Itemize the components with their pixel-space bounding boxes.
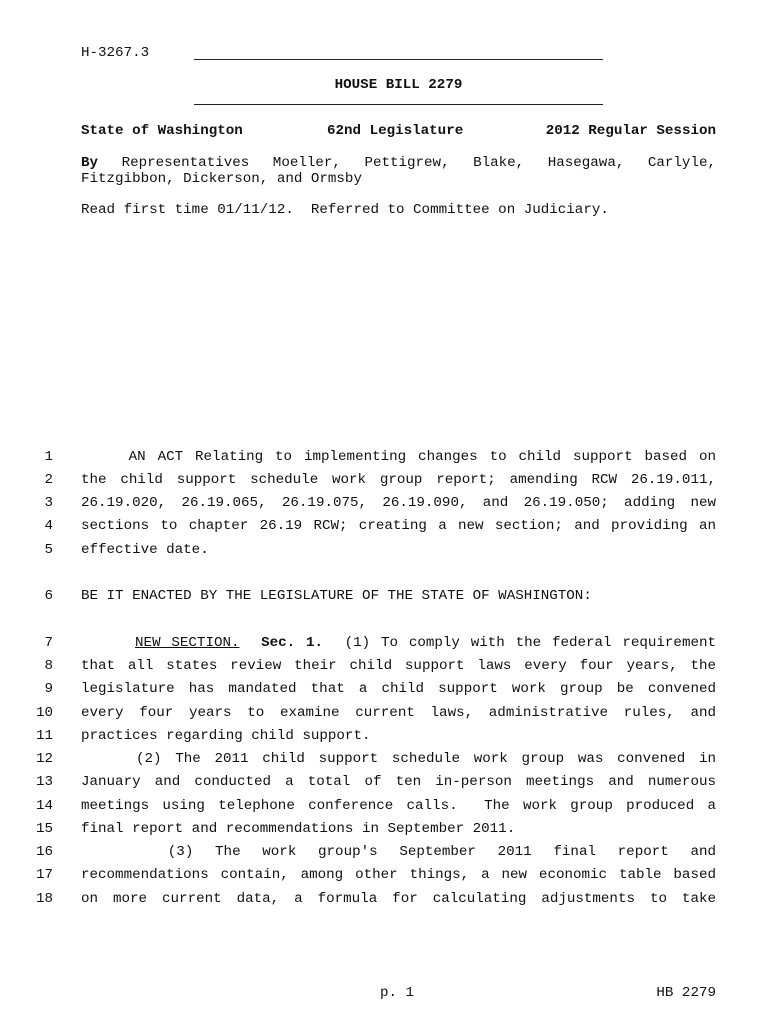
line-number: 9 — [44, 681, 53, 697]
legislature-label: 62nd Legislature — [327, 123, 464, 139]
document-code: H-3267.3 — [81, 45, 150, 61]
bill-text-line: practices regarding child support. — [81, 728, 371, 744]
line-number: 4 — [44, 518, 53, 534]
bill-text-line: January and conducted a total of ten in-person meetings and numerous — [81, 774, 716, 790]
section-text: (1) To comply with the federal requirement — [344, 635, 716, 651]
section-number: Sec. 1. — [261, 635, 324, 651]
session-label: 2012 Regular Session — [545, 123, 716, 139]
indent — [81, 635, 135, 651]
bill-text-line: the child support schedule work group report; amending RCW 26.19.011, — [81, 472, 716, 488]
line-number: 11 — [35, 728, 53, 744]
bill-text-line: effective date. — [81, 542, 209, 558]
line-number: 10 — [35, 705, 53, 721]
bill-text-line: AN ACT Relating to implementing changes to child support based on — [81, 449, 716, 465]
bill-text-line: on more current data, a formula for calculating adjustments to take — [81, 891, 716, 907]
bill-text-line: that all states review their child support laws every four years, the — [81, 658, 716, 674]
bill-text-line: every four years to examine current laws, administrative rules, and — [81, 705, 716, 721]
bill-text-line: (3) The work group's September 2011 final report and — [81, 844, 716, 860]
bill-title: HOUSE BILL 2279 — [334, 77, 463, 93]
line-number: 1 — [44, 449, 53, 465]
line-number: 7 — [44, 635, 53, 651]
line-number: 2 — [44, 472, 53, 488]
page-number: p. 1 — [380, 985, 415, 1001]
line-number: 13 — [35, 774, 53, 790]
sponsors-line-1 — [81, 155, 716, 171]
bill-text-line — [81, 635, 716, 651]
bill-text-line: legislature has mandated that a child support work group be convened — [81, 681, 716, 697]
sponsors-text: Representatives Moeller, Pettigrew, Blake, Hasegawa, Carlyle, — [121, 155, 716, 171]
line-number: 8 — [44, 658, 53, 674]
state-label: State of Washington — [81, 123, 243, 139]
bill-text-line: sections to chapter 26.19 RCW; creating a new section; and providing an — [81, 518, 716, 534]
line-number: 12 — [35, 751, 53, 767]
line-number: 16 — [35, 844, 53, 860]
line-number: 6 — [44, 588, 53, 604]
header-rule-top — [194, 59, 603, 60]
line-number: 15 — [35, 821, 53, 837]
read-first-note: Read first time 01/11/12. Referred to Committee on Judiciary. — [81, 202, 609, 218]
line-number: 18 — [35, 891, 53, 907]
footer-bill-number: HB 2279 — [656, 985, 716, 1001]
new-section-label: NEW SECTION. — [135, 635, 240, 651]
bill-text-line: (2) The 2011 child support schedule work group was convened in — [81, 751, 716, 767]
line-number: 17 — [35, 867, 53, 883]
bill-text-line: BE IT ENACTED BY THE LEGISLATURE OF THE STATE OF WASHINGTON: — [81, 588, 592, 604]
bill-text-line: final report and recommendations in September 2011. — [81, 821, 516, 837]
bill-text-line: 26.19.020, 26.19.065, 26.19.075, 26.19.090, and 26.19.050; adding new — [81, 495, 716, 511]
header-rule-bottom — [194, 104, 603, 105]
bill-text-line: meetings using telephone conference calls. The work group produced a — [81, 798, 716, 814]
sponsors-line-2: Fitzgibbon, Dickerson, and Ormsby — [81, 171, 362, 187]
line-number: 5 — [44, 542, 53, 558]
line-number: 14 — [35, 798, 53, 814]
bill-text-line: recommendations contain, among other things, a new economic table based — [81, 867, 716, 883]
line-number: 3 — [44, 495, 53, 511]
by-label: By — [81, 155, 99, 171]
